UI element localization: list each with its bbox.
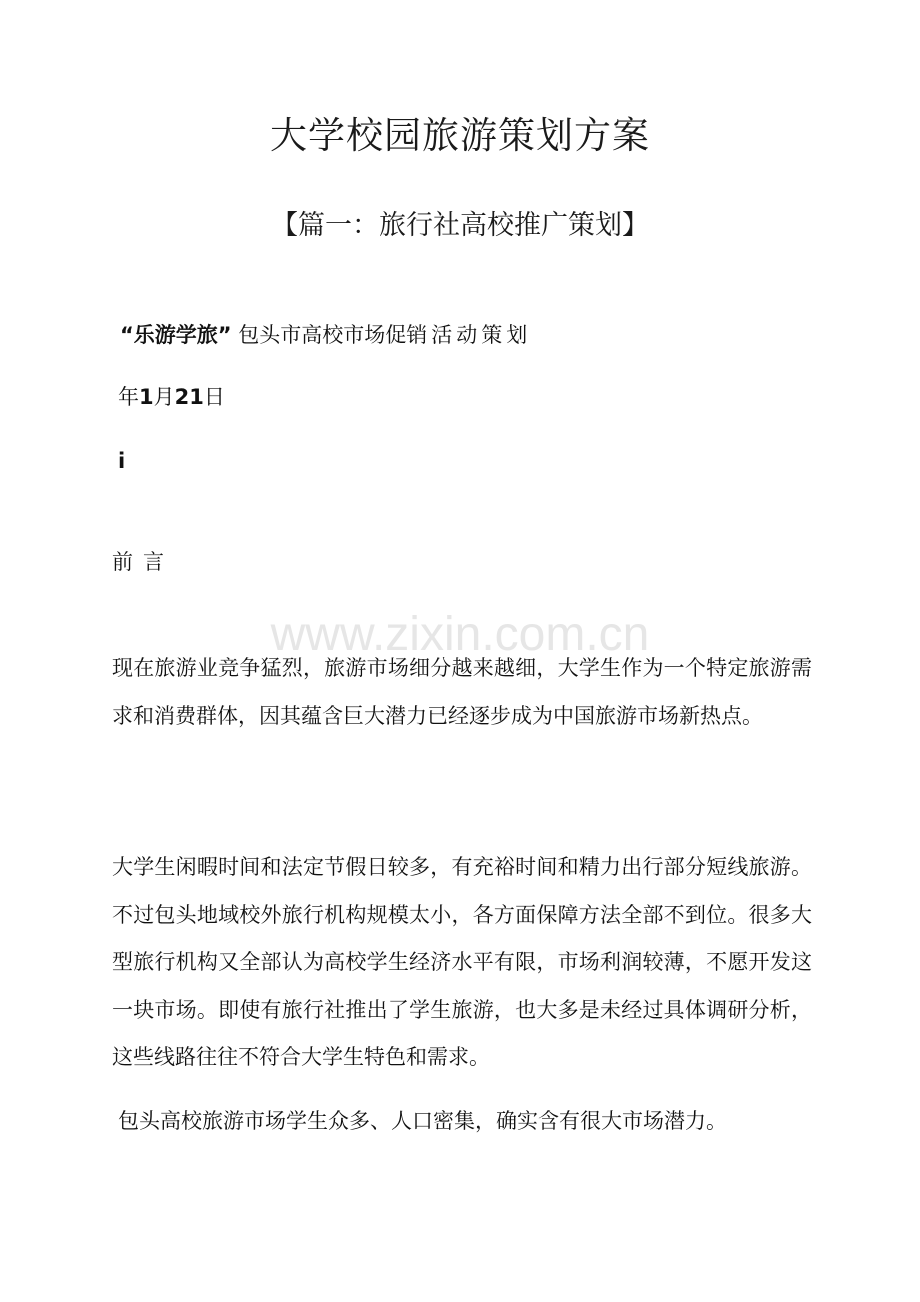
date-year-unit: 年 <box>118 385 139 409</box>
campaign-name: 包头市高校市场促 <box>238 323 407 347</box>
date-day: 21 <box>174 385 204 409</box>
paragraph-1: 现在旅游业竞争猛烈，旅游市场细分越来越细，大学生作为一个特定旅游需求和消费群体，因其蕴含巨大潜力已经逐步成为中国旅游市场新热点。 <box>112 656 812 728</box>
date-month-unit: 月 <box>153 385 175 409</box>
watermark-text: www.zixin.com.cn <box>270 608 650 661</box>
document-subtitle: 【篇一：旅行社高校推广策划】 <box>271 210 649 241</box>
document-date <box>118 380 225 414</box>
campaign-suffix: 销活动策划 <box>406 323 532 347</box>
preface-heading: 前言 <box>112 550 174 574</box>
date-day-unit: 日 <box>203 385 225 409</box>
paragraph-2: 大学生闲暇时间和法定节假日较多，有充裕时间和精力出行部分短线旅游。不过包头地域校外旅行机构规模太小，各方面保障方法全部不到位。很多大型旅行机构又全部认为高校学生经济水平有限，市场利润较薄，不愿开发这一块市场。即使有旅行社推出了学生旅游，也大多是未经过具体调研分析，这些线路往往不符合大学生特色和需求。 <box>112 855 812 1069</box>
section-numeral: i <box>118 449 126 473</box>
campaign-title-line <box>120 318 531 352</box>
document-title: 大学校园旅游策划方案 <box>270 114 650 157</box>
paragraph-3: 包头高校旅游市场学生众多、人口密集，确实含有很大市场潜力。 <box>118 1109 727 1133</box>
date-month: 1 <box>139 385 154 409</box>
campaign-quoted-name: “乐游学旅” <box>120 323 232 347</box>
